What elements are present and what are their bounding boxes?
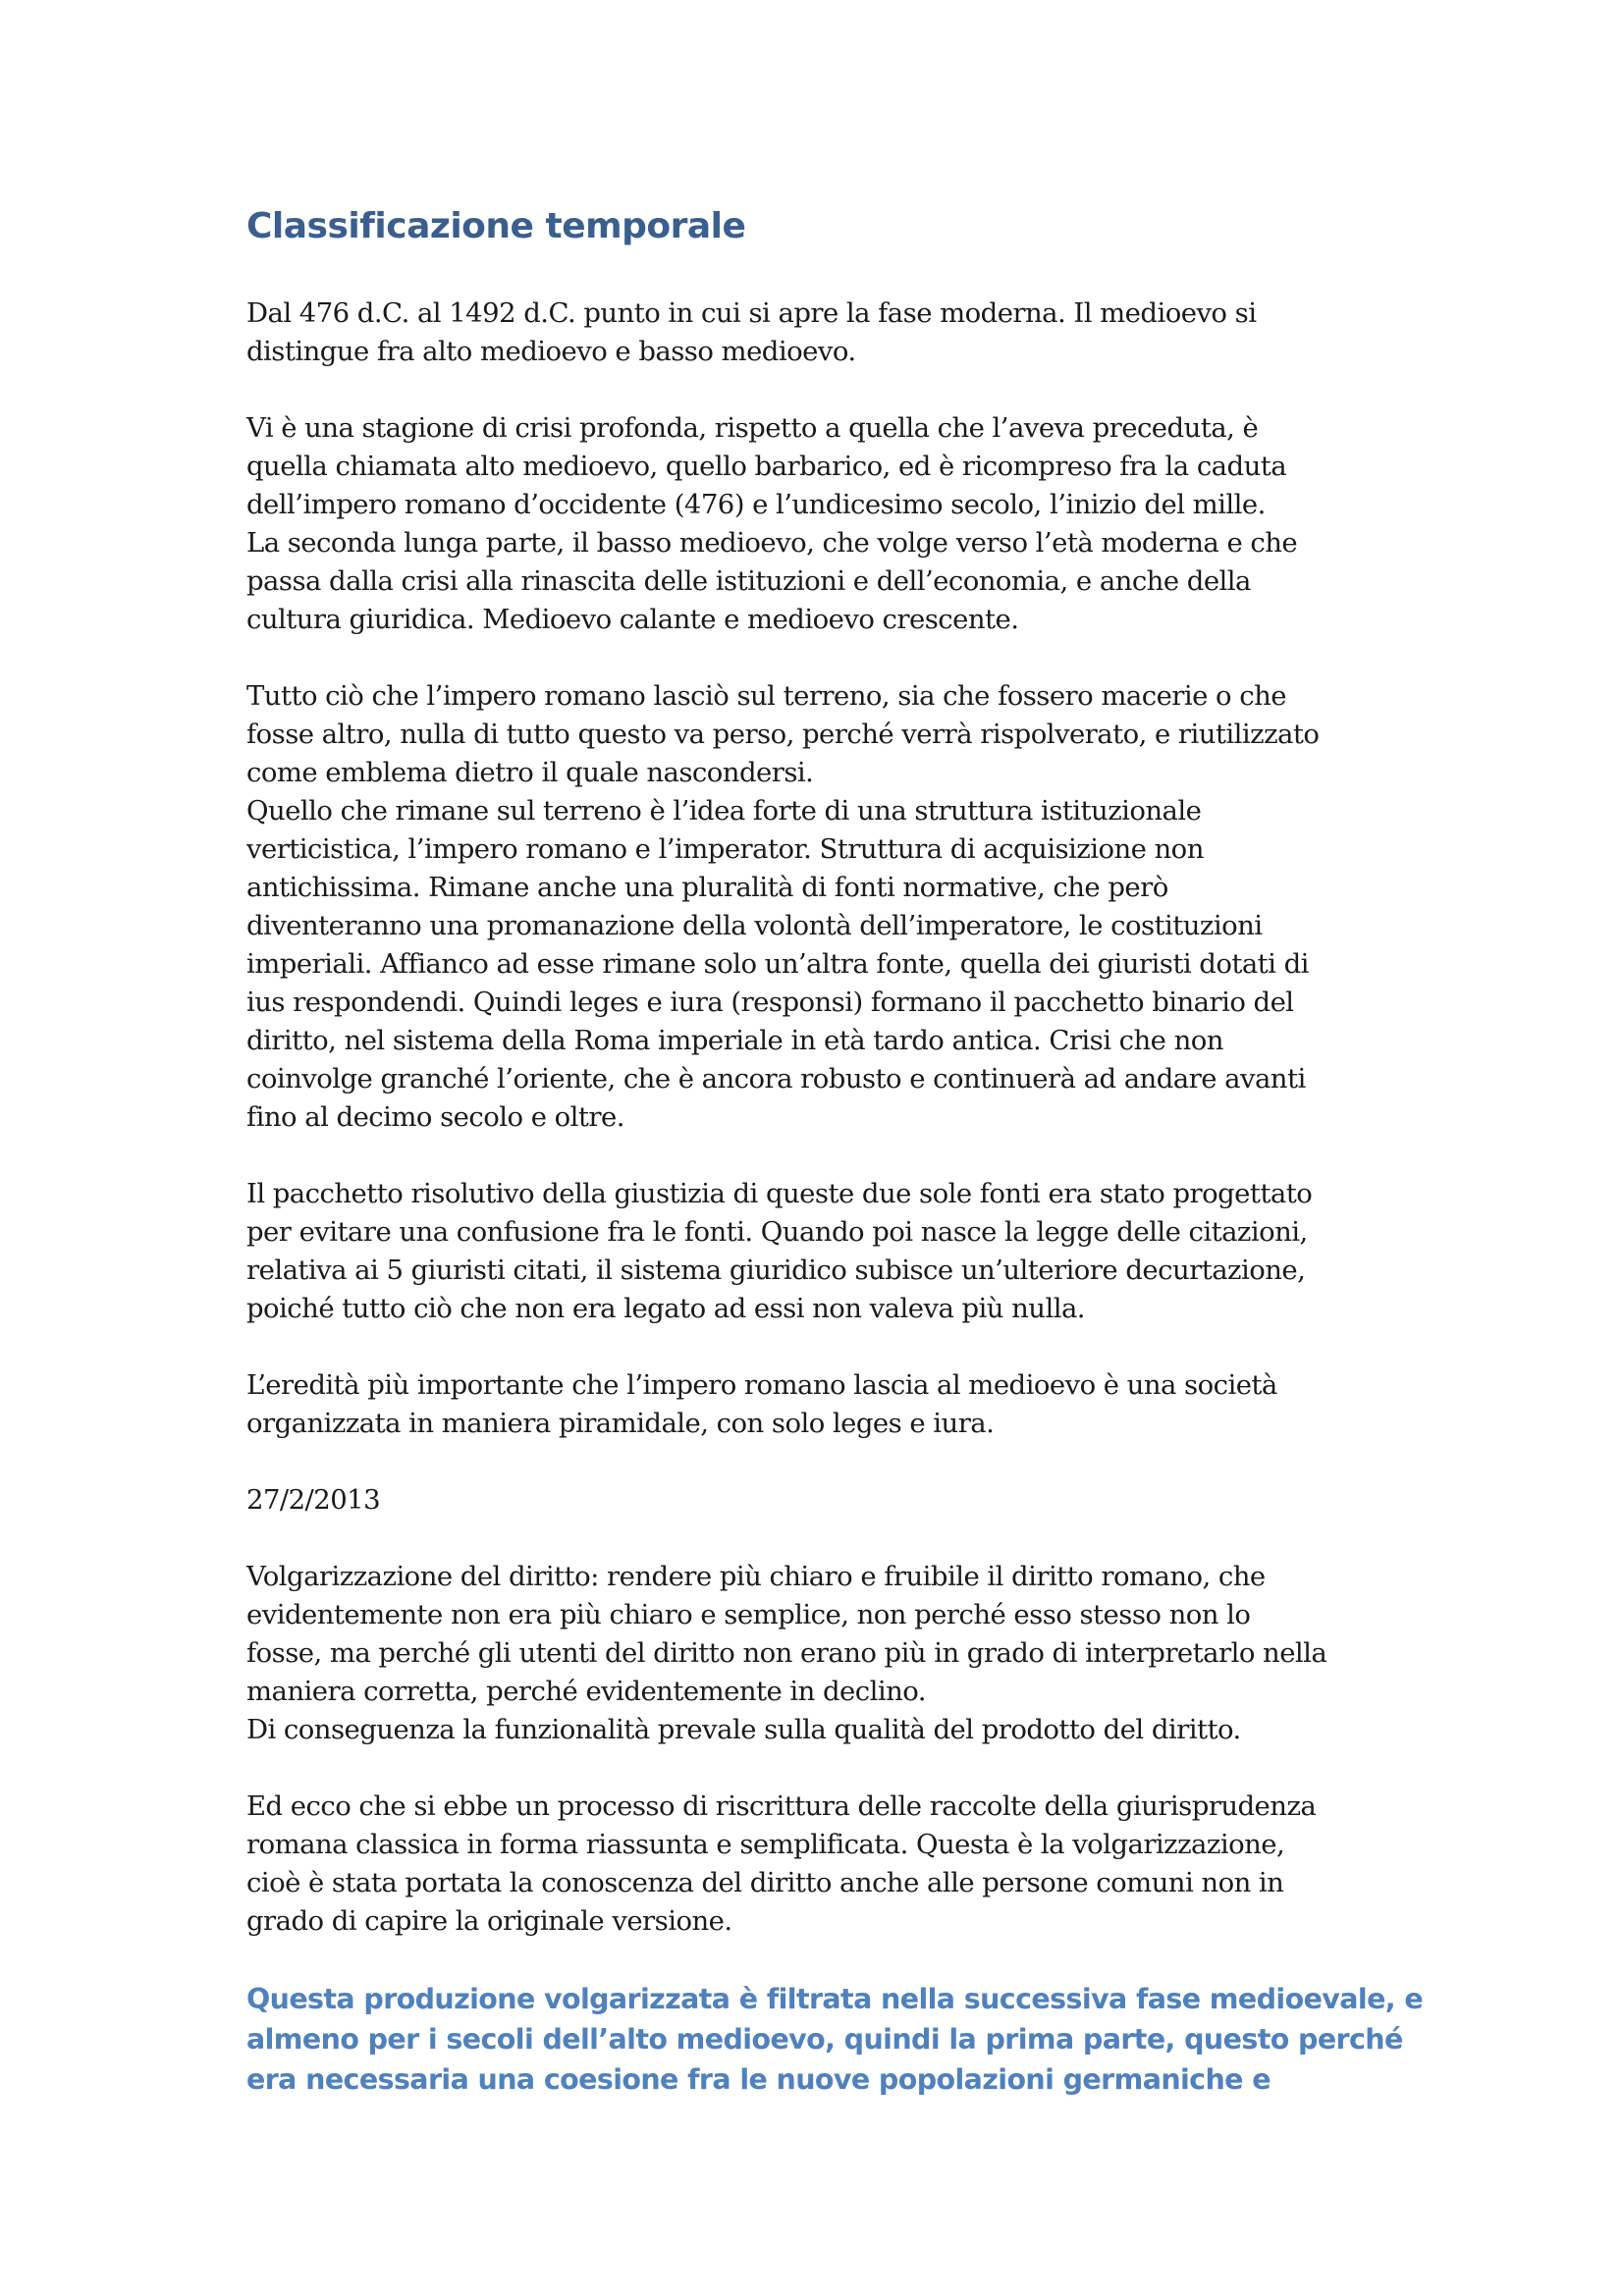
text-line: dell’impero romano d’occidente (476) e l’undicesimo secolo, l’inizio del mille. [246,489,1266,520]
text-line: Quello che rimane sul terreno è l’idea forte di una struttura istituzionale [246,795,1202,827]
text-line: Dal 476 d.C. al 1492 d.C. punto in cui si apre la fase moderna. Il medioevo si [246,297,1257,329]
paragraph-crisis [246,409,1405,639]
text-line: L’eredità più importante che l’impero romano lascia al medioevo è una società [246,1369,1277,1401]
text-line: La seconda lunga parte, il basso medioevo, che volge verso l’età moderna e che [246,527,1298,559]
text-line: per evitare una confusione fra le fonti. Quando poi nasce la legge delle citazioni, [246,1216,1308,1248]
paragraph-rewriting [246,1788,1405,1941]
paragraph-dates [246,294,1405,371]
text-line: ius respondendi. Quindi leges e iura (responsi) formano il pacchetto binario del [246,987,1294,1018]
text-line: antichissima. Rimane anche una pluralità di fonti normative, che però [246,872,1168,903]
text-line: passa dalla crisi alla rinascita delle istituzioni e dell’economia, e anche della [246,565,1251,597]
text-line: come emblema dietro il quale nascondersi. [246,757,814,788]
paragraph-sources [246,1175,1405,1328]
text-line: quella chiamata alto medioevo, quello barbarico, ed è ricompreso fra la caduta [246,451,1287,482]
paragraph-legacy [246,677,1405,1137]
text-line: almeno per i secoli dell’alto medioevo, quindi la prima parte, questo perché [246,2023,1403,2056]
date-line [246,1481,1405,1520]
text-line: evidentemente non era più chiaro e semplice, non perché esso stesso non lo [246,1599,1251,1630]
text-line: fosse, ma perché gli utenti del diritto non erano più in grado di interpretarlo nella [246,1637,1327,1669]
text-line: diritto, nel sistema della Roma imperiale in età tardo antica. Crisi che non [246,1025,1223,1056]
text-line: Il pacchetto risolutivo della giustizia di queste due sole fonti era stato progettato [246,1178,1313,1209]
text-line: diventeranno una promanazione della volontà dell’imperatore, le costituzioni [246,910,1263,941]
paragraph-heritage [246,1366,1405,1443]
paragraph-vulgarization [246,1558,1405,1749]
text-line: organizzata in maniera piramidale, con solo leges e iura. [246,1408,995,1439]
text-line: cioè è stata portata la conoscenza del diritto anche alle persone comuni non in [246,1867,1284,1898]
text-line: era necessaria una coesione fra le nuove popolazioni germaniche e [246,2063,1271,2096]
text-line: coinvolge granché l’oriente, che è ancora robusto e continuerà ad andare avanti [246,1063,1306,1095]
text-line: Vi è una stagione di crisi profonda, rispetto a quella che l’aveva preceduta, è [246,412,1259,444]
text-line: poiché tutto ciò che non era legato ad essi non valeva più nulla. [246,1293,1085,1324]
text-line: relativa ai 5 giuristi citati, il sistema giuridico subisce un’ulteriore decurtazione, [246,1255,1306,1286]
lecture-date: 27/2/2013 [246,1484,381,1516]
text-line: verticistica, l’impero romano e l’imperator. Struttura di acquisizione non [246,833,1204,865]
text-line: grado di capire la originale versione. [246,1905,732,1937]
section-heading: Classificazione temporale [246,206,746,246]
text-line: maniera corretta, perché evidentemente in declino. [246,1676,926,1707]
text-line: Volgarizzazione del diritto: rendere più chiaro e fruibile il diritto romano, che [246,1561,1266,1592]
text-line: distingue fra alto medioevo e basso medioevo. [246,336,856,367]
text-line: imperiali. Affianco ad esse rimane solo un’altra fonte, quella dei giuristi dotati di [246,948,1309,980]
text-line: Di conseguenza la funzionalità prevale sulla qualità del prodotto del diritto. [246,1714,1241,1745]
text-line: cultura giuridica. Medioevo calante e medioevo crescente. [246,604,1019,635]
text-line: fosse altro, nulla di tutto questo va perso, perché verrà rispolverato, e riutilizzato [246,719,1320,750]
document-body [246,198,1424,2100]
text-line: romana classica in forma riassunta e semplificata. Questa è la volgarizzazione, [246,1829,1285,1860]
text-line: Tutto ciò che l’impero romano lasciò sul terreno, sia che fossero macerie o che [246,680,1286,712]
text-line: Ed ecco che si ebbe un processo di riscrittura delle raccolte della giurisprudenza [246,1790,1317,1822]
text-line: fino al decimo secolo e oltre. [246,1101,624,1133]
text-line: Questa produzione volgarizzata è filtrata nella successiva fase medioevale, e [246,1983,1424,2015]
highlighted-paragraph [246,1979,1424,2100]
